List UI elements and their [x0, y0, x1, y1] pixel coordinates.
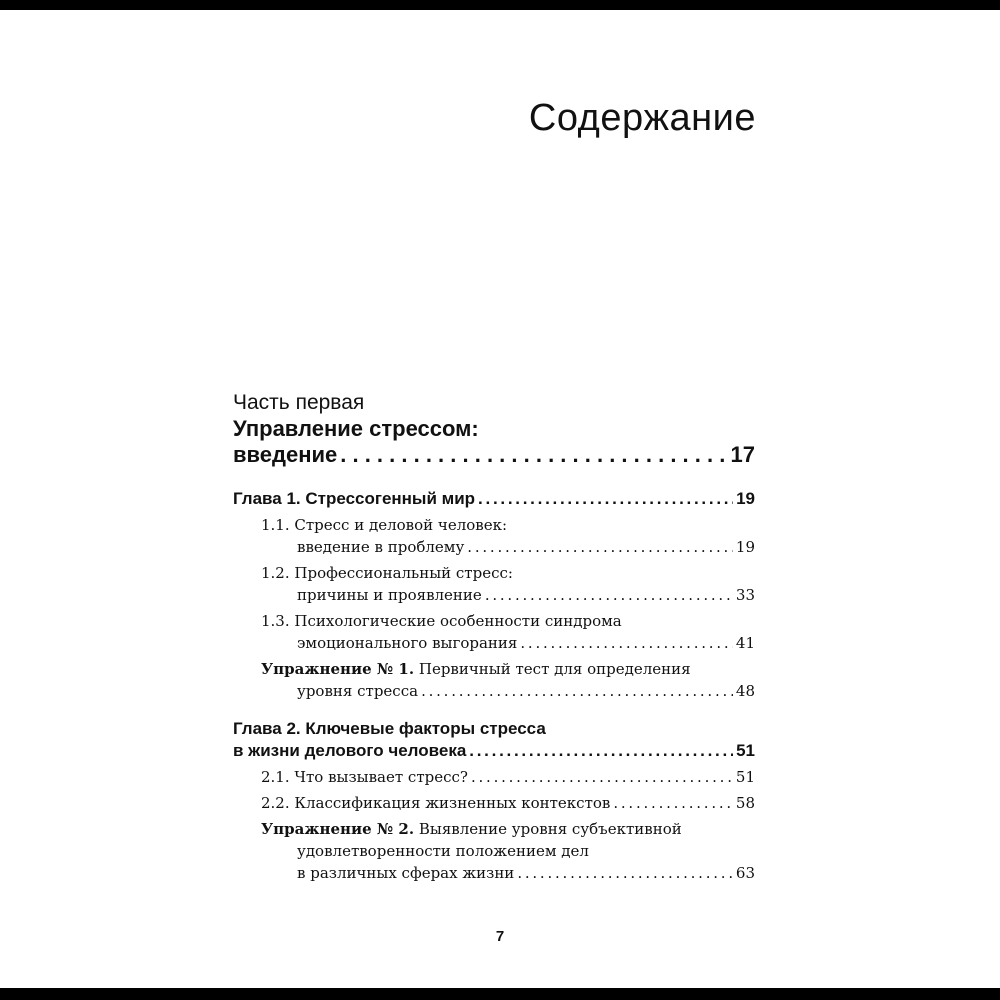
- dot-leader: [478, 488, 733, 510]
- chapter-1-heading: Глава 1. Стрессогенный мир . . . 19: [233, 488, 755, 510]
- chapter-2-heading: Глава 2. Ключевые факторы стресса в жизни делового человека . . . 51: [233, 718, 755, 762]
- section-number: 1.1.: [261, 516, 290, 534]
- section-page: 41: [735, 634, 755, 652]
- exercise-title: Первичный тест для определения: [418, 660, 691, 678]
- top-border: [0, 0, 1000, 10]
- section-title: Психологические особенности синдрома: [294, 612, 622, 630]
- toc-entry: [261, 766, 755, 788]
- table-of-contents: [233, 390, 755, 884]
- toc-entry: [261, 792, 755, 814]
- section-title: Классификация жизненных контекстов: [294, 794, 611, 812]
- page-number: 7: [495, 928, 505, 945]
- exercise-label: Упражнение № 2.: [261, 820, 415, 838]
- section-title: Профессиональный стресс:: [294, 564, 513, 582]
- section-number: 1.3.: [261, 612, 290, 630]
- section-page: 51: [735, 768, 755, 786]
- section-page: 63: [735, 864, 755, 882]
- section-page: 58: [735, 794, 755, 812]
- dot-leader: [340, 442, 727, 468]
- exercise-label: Упражнение № 1.: [261, 660, 415, 678]
- section-page: 48: [735, 682, 755, 700]
- exercise-entry: Упражнение № 1. Первичный тест для определения уровня стресса . . . 48: [261, 658, 755, 702]
- section-page: 33: [735, 586, 755, 604]
- part-title-line2: введение . . . 17: [233, 442, 755, 468]
- toc-entry: 1.1. Стресс и деловой человек: введение в проблему . . . 19: [261, 514, 755, 558]
- page-title: Содержание: [528, 97, 756, 139]
- part-label: Часть первая: [233, 391, 365, 414]
- section-number: 2.2.: [261, 794, 290, 812]
- dot-leader: [467, 536, 733, 558]
- dot-leader: [469, 740, 733, 762]
- exercise-entry: Упражнение № 2. Выявление уровня субъективной удовлетворенности положением дел в различных сферах жизни . . . 63: [261, 818, 755, 884]
- section-title: Стресс и деловой человек:: [294, 516, 508, 534]
- dot-leader: [421, 680, 733, 702]
- dot-leader: [517, 862, 733, 884]
- toc-entry: 1.2. Профессиональный стресс: причины и проявление . . . 33: [261, 562, 755, 606]
- exercise-title: Выявление уровня субъективной: [418, 820, 682, 838]
- section-number: 2.1.: [261, 768, 290, 786]
- toc-entry: 1.3. Психологические особенности синдрома эмоционального выгорания . . . 41: [261, 610, 755, 654]
- part-page: 17: [730, 442, 755, 467]
- dot-leader: [520, 632, 733, 654]
- part-title: [233, 416, 755, 468]
- dot-leader: [613, 792, 733, 814]
- section-page: 19: [735, 538, 755, 556]
- bottom-border: [0, 988, 1000, 1000]
- part-title-line1: Управление стрессом:: [233, 416, 479, 441]
- dot-leader: [485, 584, 733, 606]
- chapter-page: 19: [736, 489, 755, 508]
- section-title: Что вызывает стресс?: [294, 768, 468, 786]
- dot-leader: [471, 766, 733, 788]
- section-number: 1.2.: [261, 564, 290, 582]
- chapter-page: 51: [736, 741, 755, 760]
